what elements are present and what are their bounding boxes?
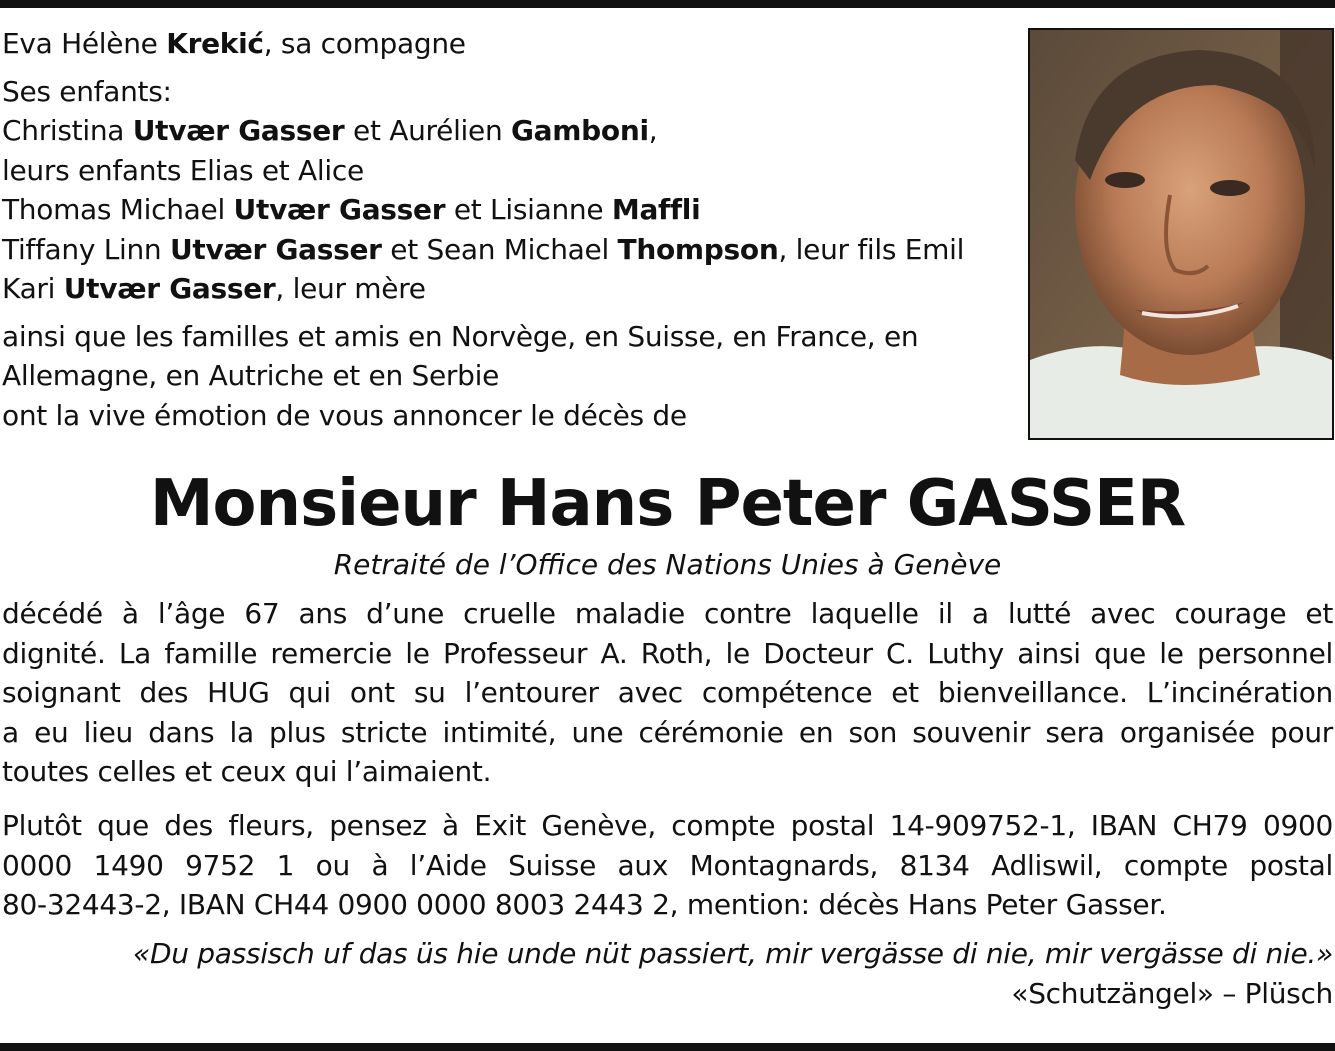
families-line-2: Allemagne, en Autriche et en Serbie [2, 359, 500, 392]
family-announcement [2, 24, 1012, 435]
bottom-rule [0, 1043, 1335, 1051]
child-line-1: Christina Utvær Gasser et Aurélien Gamboni, [2, 114, 658, 147]
child-line-2: Thomas Michael Utvær Gasser et Lisianne Maffli [2, 193, 701, 226]
child-1-kids: leurs enfants Elias et Alice [2, 153, 364, 187]
paragraph2-line-2: 0000 1490 9752 1 ou à l’Aide Suisse aux Montagnards, 8134 Adliswil, compte postal [2, 848, 1333, 882]
child-line-3: Tiffany Linn Utvær Gasser et Sean Michael Thompson, leur fils Emil [2, 232, 965, 266]
death-notice-paragraph [2, 594, 1333, 792]
companion-first-name: Eva Hélène [2, 27, 167, 60]
paragraph1-line-4: a eu lieu dans la plus stricte intimité, une cérémonie en son souvenir sera organisée pour [2, 715, 1333, 749]
companion-last-name: Krekić [166, 27, 264, 60]
paragraph1-line-3: soignant des HUG qui ont su l’entourer avec compétence et bienveillance. L’incinération [2, 676, 1333, 709]
paragraph1-line-1: décédé à l’âge 67 ans d’une cruelle maladie contre laquelle il a lutté avec courage et [2, 597, 1333, 630]
donation-paragraph [2, 806, 1333, 925]
companion-line [2, 24, 1012, 64]
deceased-subtitle: Retraité de l’Office des Nations Unies à Genève [333, 548, 1002, 581]
paragraph1-line-2: dignité. La famille remercie le Professeur A. Roth, le Docteur C. Luthy ainsi que le personnel [2, 636, 1333, 670]
paragraph2-line-3: 80-32443-2, IBAN CH44 0900 0000 8003 2443 2, mention: décès Hans Peter Gasser. [2, 888, 1167, 921]
top-rule [0, 0, 1335, 8]
children-intro: Ses enfants: [2, 74, 172, 108]
families-line-3: ont la vive émotion de vous annoncer le décès de [2, 398, 687, 432]
paragraph2-line-1: Plutôt que des fleurs, pensez à Exit Genève, compte postal 14-909752-1, IBAN CH79 0900 [2, 809, 1333, 842]
portrait-photo [1028, 28, 1334, 440]
deceased-name: Monsieur Hans Peter GASSER [149, 467, 1186, 541]
mother-line: Kari Utvær Gasser, leur mère [2, 272, 426, 305]
companion-relation: , sa compagne [263, 27, 466, 60]
families-line-1: ainsi que les familles et amis en Norvège, en Suisse, en France, en [2, 319, 919, 353]
paragraph1-line-5: toutes celles et ceux qui l’aimaient. [2, 755, 492, 788]
quote-source: «Schutzängel» – Plüsch [1011, 977, 1333, 1010]
closing-quote: «Du passisch uf das üs hie unde nüt passiert, mir vergässe di nie, mir vergässe di nie.» [133, 937, 1333, 970]
